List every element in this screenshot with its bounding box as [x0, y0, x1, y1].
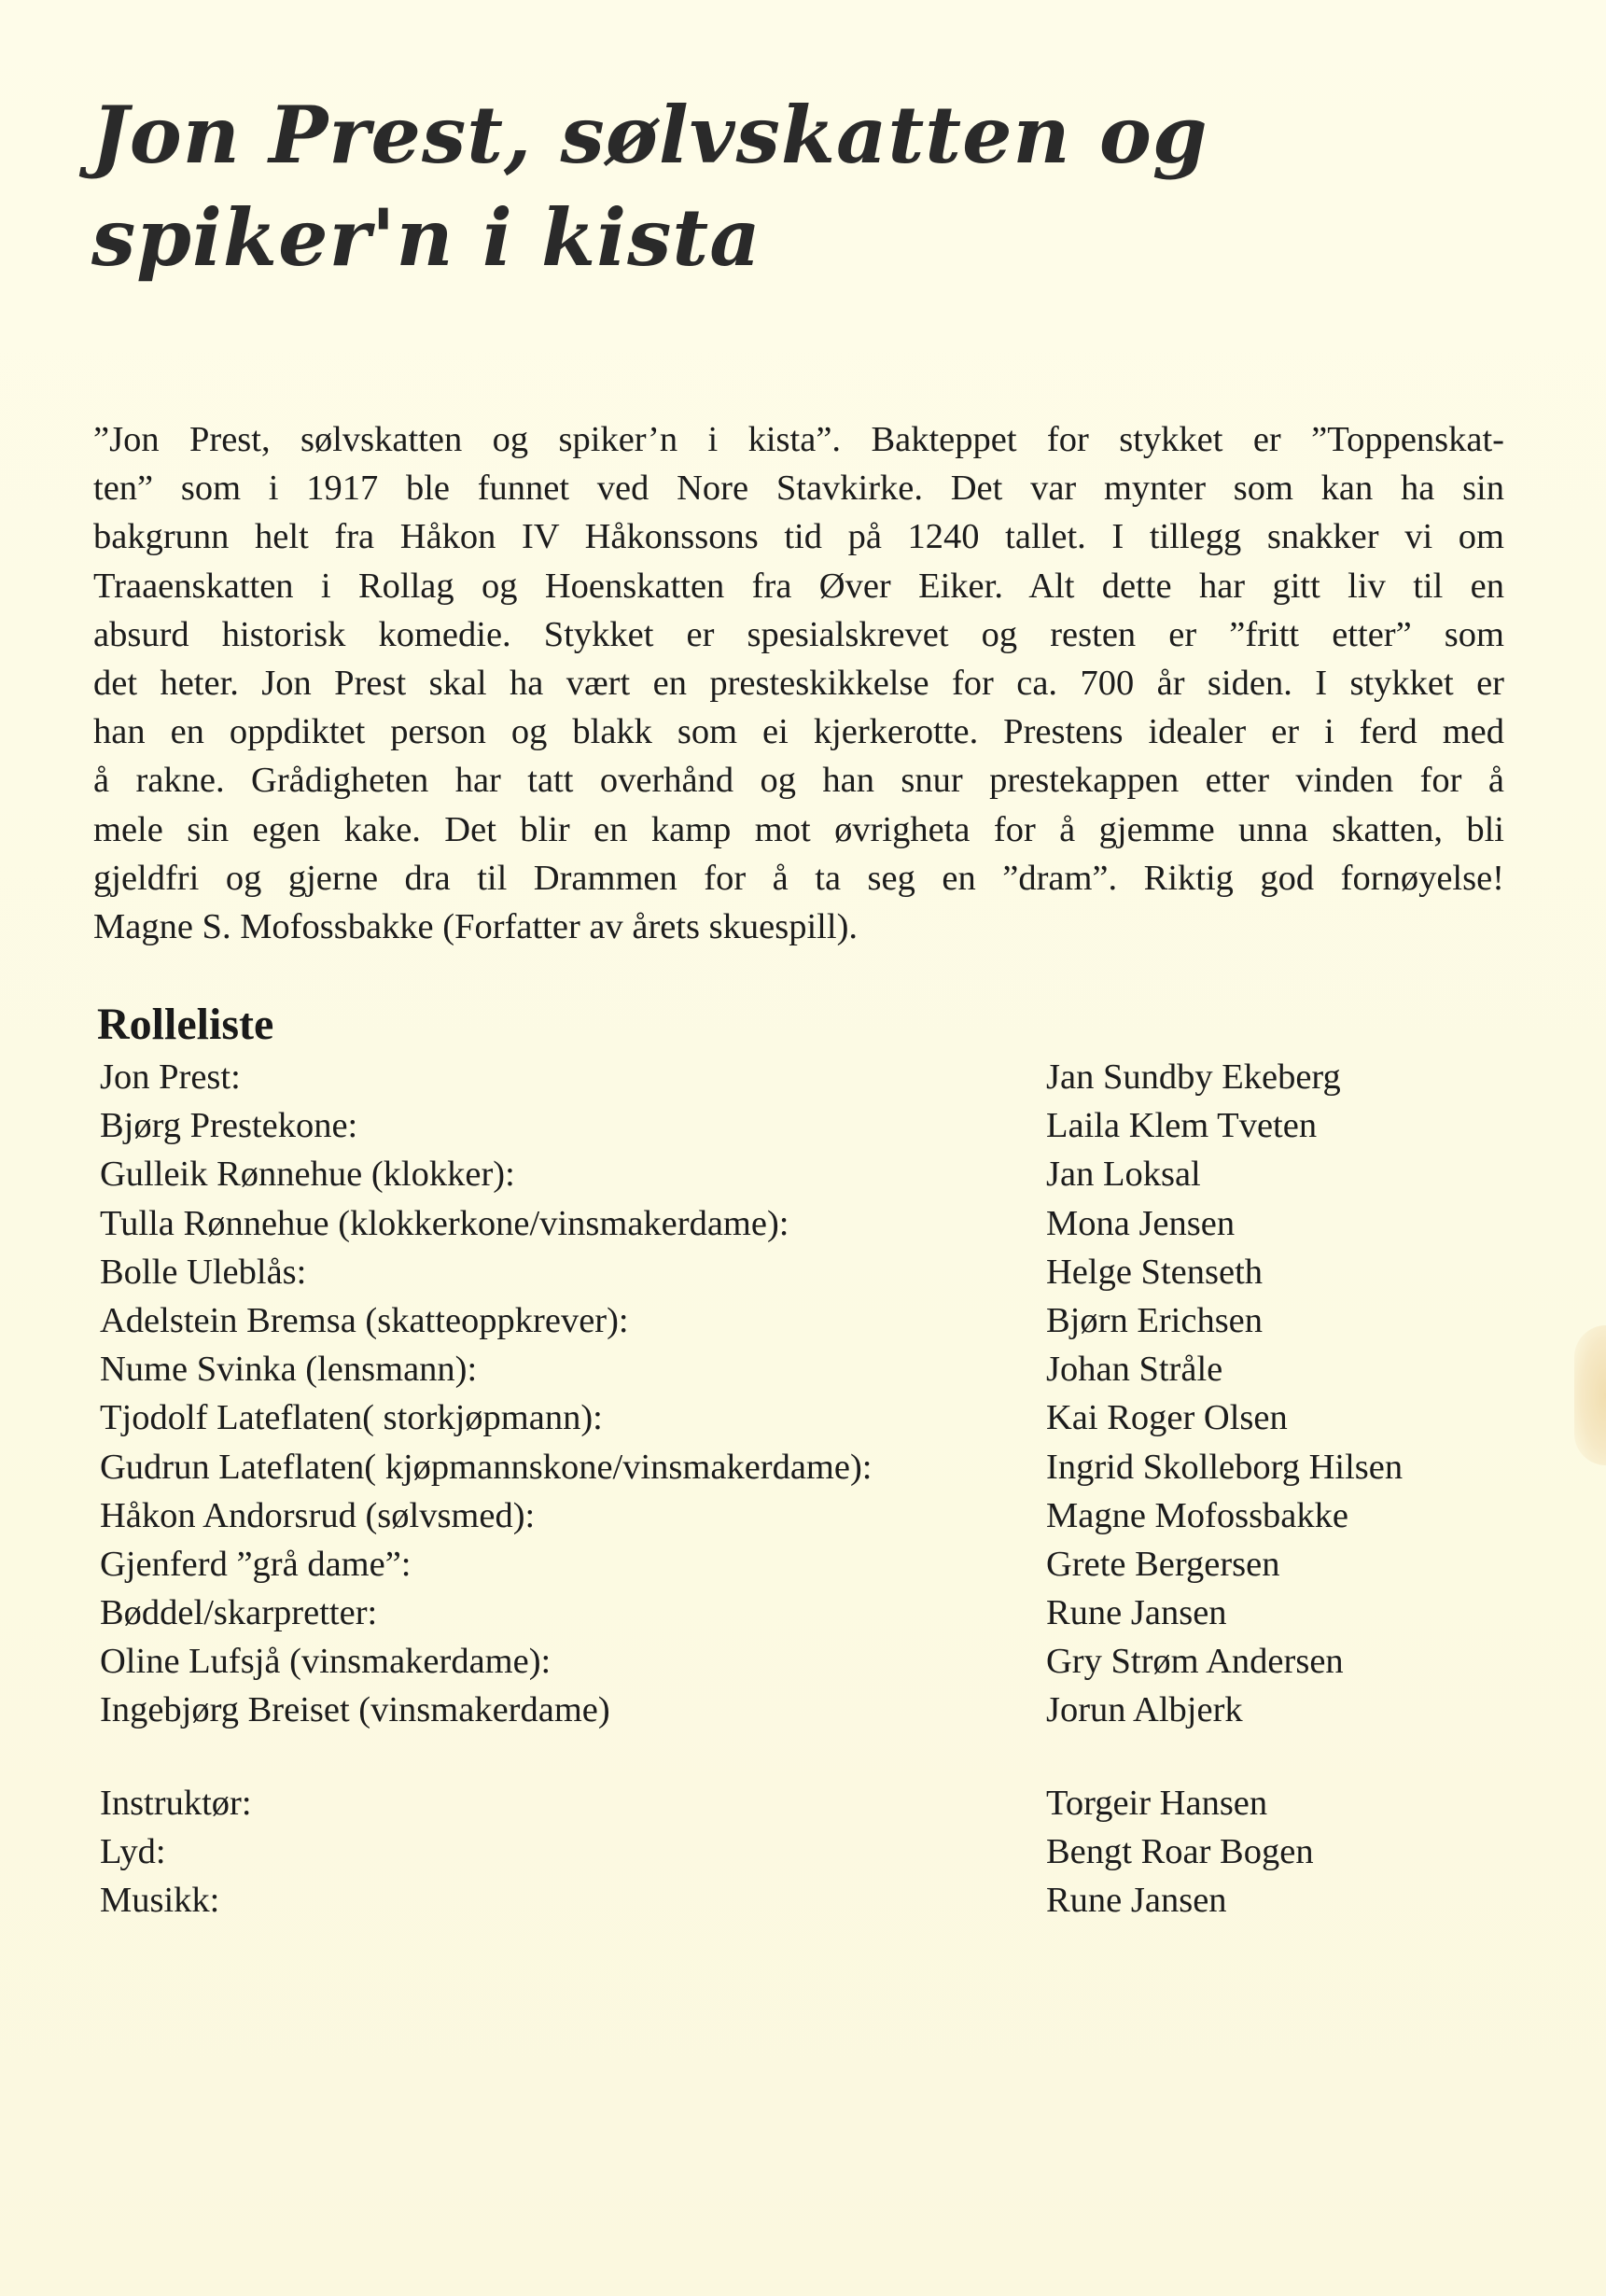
actor-name: Grete Bergersen	[1046, 1544, 1280, 1584]
intro-line-signature: Magne S. Mofossbakke (Forfatter av årets skuespill).	[93, 907, 859, 947]
cast-list	[100, 1053, 1500, 1735]
crew-row	[100, 1779, 1500, 1827]
crew-role: Instruktør:	[100, 1784, 252, 1823]
cast-row	[100, 1053, 1500, 1101]
crew-role: Musikk:	[100, 1881, 220, 1921]
cast-row	[100, 1443, 1500, 1491]
actor-name: Laila Klem Tveten	[1046, 1106, 1318, 1146]
crew-role: Lyd:	[100, 1832, 166, 1872]
intro-line: det heter. Jon Prest skal ha vært en presteskikkelse for ca. 700 år siden. I stykket er	[93, 664, 1504, 704]
intro-line: bakgrunn helt fra Håkon IV Håkonssons tid på 1240 tallet. I tillegg snakker vi om	[93, 517, 1504, 557]
actor-name: Helge Stenseth	[1046, 1252, 1264, 1292]
role-name: Håkon Andorsrud (sølvsmed):	[100, 1495, 536, 1535]
crew-name: Rune Jansen	[1046, 1881, 1227, 1921]
cast-row	[100, 1150, 1500, 1198]
crew-row	[100, 1827, 1500, 1876]
cast-heading: Rolleliste	[97, 1000, 274, 1049]
intro-paragraph	[93, 415, 1504, 951]
role-name: Gjenferd ”grå dame”:	[100, 1544, 412, 1584]
intro-line: ”Jon Prest, sølvskatten og spiker’n i kista”. Bakteppet for stykket er ”Toppenskat-	[93, 420, 1504, 459]
role-name: Nume Svinka (lensmann):	[100, 1350, 478, 1390]
actor-name: Ingrid Skolleborg Hilsen	[1046, 1447, 1404, 1487]
role-name: Bøddel/skarpretter:	[100, 1593, 378, 1633]
cast-row	[100, 1589, 1500, 1637]
role-name: Tulla Rønnehue (klokkerkone/vinsmakerdame):	[100, 1203, 789, 1243]
actor-name: Kai Roger Olsen	[1046, 1398, 1288, 1438]
cast-row	[100, 1540, 1500, 1589]
actor-name: Magne Mofossbakke	[1046, 1495, 1348, 1535]
actor-name: Jan Sundby Ekeberg	[1046, 1057, 1341, 1097]
cast-row	[100, 1686, 1500, 1734]
actor-name: Rune Jansen	[1046, 1593, 1227, 1633]
role-name: Bolle Uleblås:	[100, 1252, 307, 1292]
actor-name: Jan Loksal	[1046, 1155, 1201, 1195]
role-name: Bjørg Prestekone:	[100, 1106, 358, 1146]
role-name: Gulleik Rønnehue (klokker):	[100, 1155, 515, 1195]
role-name: Oline Lufsjå (vinsmakerdame):	[100, 1642, 552, 1682]
actor-name: Johan Stråle	[1046, 1350, 1223, 1390]
actor-name: Bjørn Erichsen	[1046, 1300, 1264, 1340]
actor-name: Jorun Albjerk	[1046, 1690, 1243, 1730]
title-line-2: spiker'n i kista	[91, 191, 761, 284]
role-name: Tjodolf Lateflaten( storkjøpmann):	[100, 1398, 603, 1438]
intro-line: ten” som i 1917 ble funnet ved Nore Stavkirke. Det var mynter som kan ha sin	[93, 469, 1504, 509]
crew-row	[100, 1876, 1500, 1925]
crew-list	[100, 1779, 1500, 1925]
intro-line: gjeldfri og gjerne dra til Drammen for å ta seg en ”dram”. Riktig god fornøyelse!	[93, 858, 1504, 898]
role-name: Ingebjørg Breiset (vinsmakerdame)	[100, 1690, 610, 1730]
intro-line: Traaenskatten i Rollag og Hoenskatten fra Øver Eiker. Alt dette har gitt liv til en	[93, 566, 1504, 606]
role-name: Gudrun Lateflaten( kjøpmannskone/vinsmakerdame):	[100, 1447, 873, 1487]
cast-row	[100, 1393, 1500, 1442]
cast-row	[100, 1101, 1500, 1150]
cast-row	[100, 1296, 1500, 1345]
role-name: Adelstein Bremsa (skatteoppkrever):	[100, 1300, 629, 1340]
cast-row	[100, 1199, 1500, 1248]
actor-name: Mona Jensen	[1046, 1203, 1236, 1243]
cast-row	[100, 1345, 1500, 1393]
cast-row	[100, 1491, 1500, 1540]
cast-row	[100, 1248, 1500, 1296]
crew-name: Torgeir Hansen	[1046, 1784, 1268, 1823]
intro-line: mele sin egen kake. Det blir en kamp mot øvrigheta for å gjemme unna skatten, bli	[93, 809, 1504, 849]
intro-line: han en oppdiktet person og blakk som ei kjerkerotte. Prestens idealer er i ferd med	[93, 712, 1504, 752]
paper-stain	[1574, 1325, 1606, 1465]
cast-row	[100, 1637, 1500, 1686]
role-name: Jon Prest:	[100, 1057, 241, 1097]
page-title	[91, 84, 1398, 289]
intro-line: å rakne. Grådigheten har tatt overhånd og han snur prestekappen etter vinden for å	[93, 761, 1504, 801]
intro-line: absurd historisk komedie. Stykket er spesialskrevet og resten er ”fritt etter” som	[93, 614, 1504, 654]
actor-name: Gry Strøm Andersen	[1046, 1642, 1344, 1682]
crew-name: Bengt Roar Bogen	[1046, 1832, 1314, 1872]
title-line-1: Jon Prest, sølvskatten og	[91, 89, 1208, 181]
